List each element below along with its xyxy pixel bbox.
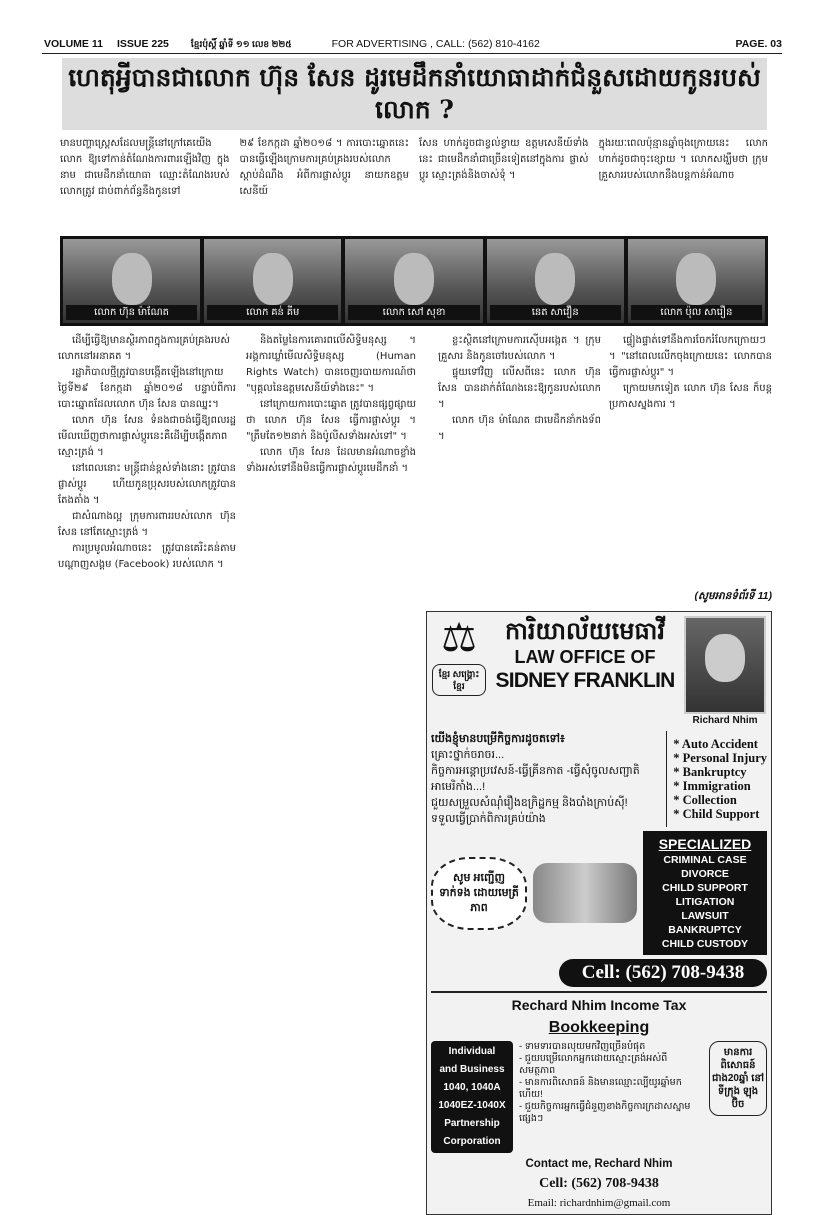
column-4-wrap <box>609 333 772 605</box>
specialty: DIVORCE <box>681 868 729 880</box>
tax-bullet: - ជួយកិច្ចការអ្នកធ្វើជំនួញខាងកិច្ចការក្រដាសស្នាមផ្សេងៗ <box>519 1101 691 1124</box>
photo <box>204 239 341 323</box>
lawyer-name: Richard Nhim <box>692 715 758 726</box>
specialty: LAWSUIT <box>681 910 729 922</box>
service-item: កិច្ចការអន្តោប្រវេសន៍-ធ្វើគ្រីនកាត -ធ្វើសុំចូលសញ្ជាតិអាមេរិកាំង...! <box>431 765 640 793</box>
service-en: * Child Support <box>673 807 760 821</box>
tax-service: 1040, 1040A <box>443 1082 501 1093</box>
scales-icon: ⚖ <box>441 616 477 660</box>
right-columns <box>438 333 772 605</box>
paragraph: ខ្លះស្ថិតនៅក្រោមការស៊ើបអង្កេត ។ ក្រុមគ្រួសារ និងកូនចៅរបស់លោក ។ <box>438 335 601 362</box>
specialty: CRIMINAL CASE <box>663 854 747 866</box>
top-column: ក្នុងរយៈពេលប៉ុន្មានឆ្នាំចុងក្រោយនេះ លោក ហាក់ដូចជាចុះខ្សោយ ។ លោកសង្ឃឹមថា ក្រុមគ្រួសាររបស់លោកនឹងបន្តកាន់អំណាច <box>598 138 768 181</box>
paragraph: ការប្រមូលអំណាចនេះ ត្រូវបានគេរិះគន់តាមបណ្តាញសង្គម (Facebook) របស់លោក ។ <box>58 543 236 570</box>
photo-caption: លោក សៅ សុខា <box>348 305 479 320</box>
khmer-badge: ខ្មែរ សង្គ្រោះខ្មែរ <box>432 664 486 696</box>
continued-note: (សូមអានទំព័រទី 11) <box>694 590 772 602</box>
body-column-2 <box>246 333 416 1181</box>
headline: ហេតុអ្វីបានជាលោក ហ៊ុន សែន ដូរមេដឹកនាំយោធាដាក់ជំនួសដោយកូនរបស់លោក ? <box>62 58 767 130</box>
paragraph: នៅក្រោយការបោះឆ្នោត ត្រូវបានផ្សព្វផ្សាយថា លោក ហ៊ុន សែន ធ្វើការផ្លាស់ប្តូរ ។ "ត្រឹមតែ១២នាក់ និងប៉ូលីសទាំងអស់ទៅ" ។ <box>246 399 416 442</box>
photo <box>487 239 624 323</box>
top-column: មានបញ្ហាស្ត្រេសដែលមន្ត្រីនៅក្រៅគេយើង លោក ឱ្យទៅកាន់តំណែងការពារឡើងវិញ ក្នុងនាម ជាមេដឹកនាំយោធា ឈ្មោះតំណែងរបស់លោកត្រូវ ជាប់ពាក់ព័ន្ធនឹងកូនទៅ <box>60 138 230 197</box>
main-section <box>58 333 782 1215</box>
khmer-issue: ខ្មែរប៉ុស្តិ៍ ឆ្នាំទី ១១ លេខ ២២៥ <box>190 39 292 49</box>
specialty: BANKRUPTCY <box>668 924 742 936</box>
services-row <box>431 731 767 827</box>
right-section <box>426 333 772 1215</box>
car-crash-image <box>533 863 637 923</box>
paragraph: លោក ហ៊ុន ម៉ាណែត ជាមេដឹកនាំកងទ័ព ។ <box>438 415 601 442</box>
photo-caption: លោក ហ៊ុន ម៉ាណែត <box>66 305 197 320</box>
photo <box>63 239 200 323</box>
lawyer-photo <box>684 616 766 714</box>
lawyer-block <box>683 616 767 727</box>
ad-header <box>431 616 767 727</box>
service-item: គ្រោះថ្នាក់ចរាចរ... <box>431 749 505 761</box>
specialized-title: SPECIALIZED <box>658 836 752 852</box>
page-number: PAGE. 03 <box>735 38 782 50</box>
photo <box>345 239 482 323</box>
paragraph: ក្រោយមកទៀត លោក ហ៊ុន សែន ក៏បន្ដប្រកាសស្នងការ ។ <box>609 383 772 410</box>
ad-khmer-title: ការិយាល័យមេធាវី <box>505 616 665 645</box>
services-english <box>673 731 767 821</box>
page <box>42 38 782 1215</box>
starburst-invite: សូម អញ្ជើញ ទាក់ទង ដោយមេត្រីភាព <box>431 857 527 930</box>
paragraph: នៅពេលនោះ មន្ត្រីជាន់ខ្ពស់ទាំងនោះ ត្រូវបានផ្លាស់ប្តូរ ហើយកូនប្រុសរបស់លោកត្រូវបានតែងតាំង ។ <box>58 463 236 506</box>
specialized-box <box>643 831 767 955</box>
service-item: ទទួលធ្វើប្រាក់ពិការគ្រប់យ៉ាង <box>431 813 546 825</box>
cell-phone: Cell: (562) 708-9438 <box>559 959 767 987</box>
cell-phone-2: Cell: (562) 708-9438 <box>539 1176 659 1191</box>
tax-subtitle: Bookkeeping <box>548 1019 650 1036</box>
service-en: * Personal Injury <box>673 751 767 765</box>
photo-strip <box>60 236 768 326</box>
services-khmer <box>431 731 667 827</box>
tax-service: Individual <box>448 1046 496 1057</box>
service-en: * Collection <box>673 793 737 807</box>
services-intro: យើងខ្ញុំមានបម្រើកិច្ចការដូចតទៅ៖ <box>431 733 565 745</box>
ad-title-block <box>493 616 677 694</box>
advertising-contact: FOR ADVERTISING , CALL: (562) 810-4162 <box>331 38 540 50</box>
paragraph: លោក ហ៊ុន សែន ទំនងជាចង់ធ្វើឱ្យពលរដ្ឋមើលឃើញថាការផ្លាស់ប្តូរនេះគឺដើម្បីបង្កើតភាពស្មោះត្រង់ ។ <box>58 415 236 458</box>
service-en: * Bankruptcy <box>673 765 747 779</box>
paragraph: និងតម្លៃនៃការគោរពលើសិទ្ធិមនុស្ស ។ អង្គការឃ្លាំមើលសិទ្ធិមនុស្ស (Human Rights Watch) បានចេញរបាយការណ៍ថា "បុគ្គលនៃឧត្តមសេនីយ៍ទាំងនេះ" ។ <box>246 335 416 394</box>
service-en: * Auto Accident <box>673 737 758 751</box>
top-column: ២៩ ខែកក្កដា ឆ្នាំ២០១៨ ។ ការបោះឆ្នោតនេះ បានធ្វើឡើងក្រោមការគ្រប់គ្រងរបស់លោក ស្តាប់ដំណឹង អំពីការផ្លាស់ប្តូរ នាយកឧត្តមសេនីយ៍ <box>239 138 409 197</box>
tax-bullets <box>519 1041 703 1125</box>
service-item: ជួយសម្រួលសំណុំរឿងឧក្រិដ្ឋកម្ម និងបាំងក្រាប់ស៊ី! <box>431 797 628 809</box>
specialty: CHILD CUSTODY <box>661 938 749 950</box>
volume: VOLUME 11 <box>44 38 103 50</box>
paragraph: ជាសំណាងល្អ ក្រុមការពាររបស់លោក ហ៊ុន សែន នៅតែស្មោះត្រង់ ។ <box>58 511 236 538</box>
tax-service: Partnership <box>444 1118 500 1129</box>
paragraph: ផ្ទៀងផ្ទាត់ទៅនឹងការចែករំលែកក្រោយៗ ។ "នៅពេលលើកចុងក្រោយនេះ លោកបានធ្វើការផ្លាស់ប្តូរ" ។ <box>609 335 772 378</box>
tax-row <box>431 1041 767 1153</box>
body-column-4 <box>609 333 772 589</box>
specialty: LITIGATION <box>675 896 735 908</box>
tax-service: Corporation <box>443 1136 501 1147</box>
issue: ISSUE 225 <box>116 38 169 50</box>
top-columns <box>60 136 768 232</box>
photo-caption: លោក គន់ គីម <box>207 305 338 320</box>
tax-services-box <box>431 1041 513 1153</box>
experience-badge: មានការ ពិសោធន៍ ជាង20ឆ្នាំ នៅទីក្រុង ឡុងប៊ិច <box>709 1041 767 1116</box>
tax-bullet: - មានការពិសោធន៍ និងមានឈ្មោះល្បីយូរឆ្នាំមកហើយ! <box>519 1077 682 1100</box>
body-column-1 <box>58 333 236 1181</box>
tax-bullet: - ទាមទារបានលុយមកវិញច្រើនបំផុត <box>519 1041 646 1052</box>
specialty: CHILD SUPPORT <box>662 882 748 894</box>
service-en: * Immigration <box>673 779 751 793</box>
body-column-3 <box>438 333 601 605</box>
photo <box>628 239 765 323</box>
ad-left-badges <box>431 616 487 696</box>
masthead-bar <box>42 38 782 54</box>
law-office-ad <box>426 611 772 1215</box>
ad-title-line2: SIDNEY FRANKLIN <box>495 669 675 692</box>
paragraph: ដើម្បីធ្វើឱ្យមានស្ថិរភាពក្នុងការគ្រប់គ្រងរបស់លោកនៅអនាគត ។ <box>58 335 230 362</box>
tax-bullet: - ជួយបម្រើលោកអ្នកដោយស្មោះត្រង់អស់ពីសមត្ថភាព <box>519 1053 668 1076</box>
ad-title-line1: LAW OFFICE OF <box>514 647 656 667</box>
tax-service: 1040EZ-1040X <box>438 1100 506 1111</box>
paragraph: លោក ហ៊ុន សែន ដែលមានអំណាចខ្លាំងទាំងអស់ទៅនឹងមិនធ្វើការផ្លាស់ប្តូរមេដឹកនាំ ។ <box>246 447 416 474</box>
paragraph: ផ្ទុយទៅវិញ លើសពីនេះ លោក ហ៊ុន សែន បានដាក់តំណែងនេះឱ្យកូនរបស់លោក ។ <box>438 367 601 410</box>
tax-title: Rechard Nhim Income Tax <box>511 997 687 1013</box>
top-column: សែន ហាក់ដូចជាខ្វល់ខ្វាយ ឧត្តមសេនីយ៍ទាំងនេះ ជាមេដឹកនាំជាច្រើនទៀតនៅក្នុងការ ផ្លាស់ប្តូរ ស្មោះត្រង់និងចាស់ទុំ ។ <box>419 138 589 181</box>
photo-caption: លោក ប៉ុល សារឿន <box>631 305 762 320</box>
specialty-row <box>431 831 767 955</box>
paragraph: រដ្ឋាភិបាលថ្មីត្រូវបានបង្កើតឡើងនៅក្រោយថ្ងៃទី២៩ ខែកក្កដា ឆ្នាំ២០១៨ បន្ទាប់ពីការបោះឆ្នោតដែលលោក ហ៊ុន សែន បានឈ្នះ។ <box>58 367 236 410</box>
tax-service: and Business <box>439 1064 505 1075</box>
photo-caption: នេត សាវឿន <box>490 305 621 320</box>
contact-line: Contact me, Rechard Nhim <box>525 1158 673 1170</box>
email[interactable]: Email: richardnhim@gmail.com <box>527 1197 671 1209</box>
divider <box>431 991 767 993</box>
